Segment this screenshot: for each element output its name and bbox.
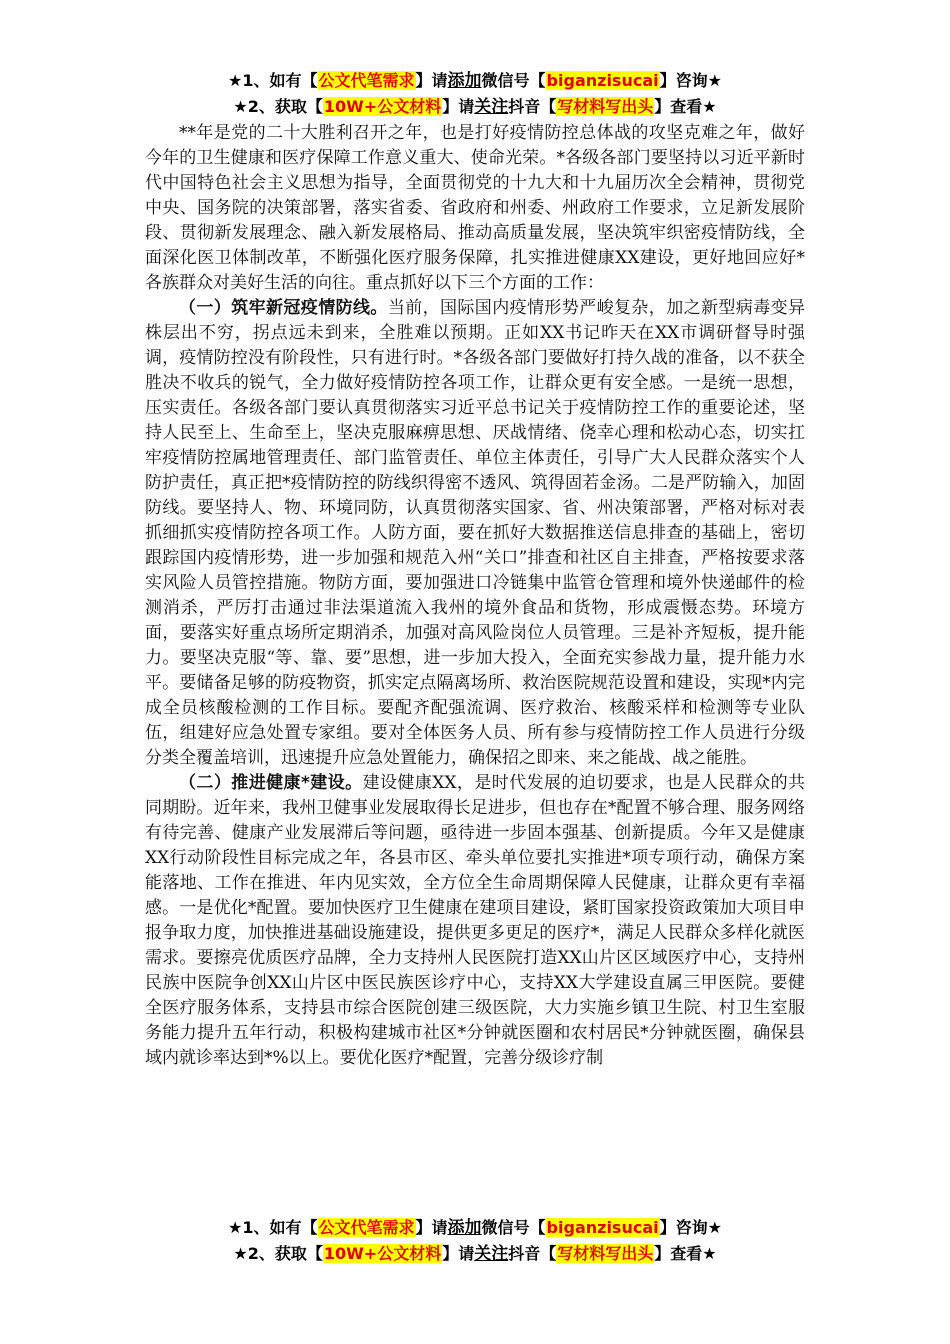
highlight-materials: 10W+公文材料: [323, 97, 442, 116]
document-body: [145, 121, 805, 1071]
section-1-heading: （一）筑牢新冠疫情防线。: [179, 298, 388, 318]
highlight-materials: 10W+公文材料: [323, 1244, 442, 1263]
banner-line-1: ★1、如有【公文代笔需求】请添加微信号【biganzisucai】咨询★: [228, 71, 722, 91]
highlight-wechat-id: biganzisucai: [546, 1218, 659, 1237]
bottom-banner: [0, 1215, 950, 1267]
intro-paragraph: **年是党的二十大胜利召开之年，也是打好疫情防控总体战的攻坚克难之年，做好今年的卫生健康和医疗保障工作意义重大、使命光荣。*各级各部门要坚持以习近平新时代中国特色社会主义思想为指导，全面贯彻党的十九大和十九届历次全会精神，贯彻党中央、国务院的决策部署，落实省委、省政府和州委、州政府工作要求，立足新发展阶段、贯彻新发展理念、融入新发展格局、推动高质量发展，坚决筑牢织密疫情防线，全面深化医卫体制改革，不断强化医疗服务保障，扎实推进健康XX建设，更好地回应好*各族群众对美好生活的向往。重点抓好以下三个方面的工作：: [145, 123, 805, 293]
highlight-service: 公文代笔需求: [318, 1218, 415, 1237]
banner-line-1: ★1、如有【公文代笔需求】请添加微信号【biganzisucai】咨询★: [228, 1218, 722, 1238]
section-2-heading: （二）推进健康*建设。: [179, 773, 363, 793]
highlight-wechat-id: biganzisucai: [546, 71, 659, 90]
top-banner: [0, 68, 950, 120]
section-1-paragraph: [145, 296, 805, 771]
highlight-douyin-account: 写材料写出头: [557, 1244, 654, 1263]
section-2-text: 建设健康XX，是时代发展的迫切要求，也是人民群众的共同期盼。近年来，我州卫健事业发展取得长足进步，但也存在*配置不够合理、服务网络有待完善、健康产业发展滞后等问题，亟待进一步固本强基、创新提质。今年又是健康XX行动阶段性目标完成之年，各县市区、牵头单位要扎实推进*项专项行动，确保方案能落地、工作在推进、年内见实效，全方位全生命周期保障人民健康，让群众更有幸福感。一是优化*配置。要加快医疗卫生健康在建项目建设，紧盯国家投资政策加大项目申报争取力度，加快推进基础设施建设，提供更多更足的医疗*，满足人民群众多样化就医需求。要擦亮优质医疗品牌，全力支持州人民医院打造XX山片区区域医疗中心，支持州民族中医院争创XX山片区中医民族医诊疗中心，支持XX大学建设直属三甲医院。要健全医疗服务体系，支持县市综合医院创建三级医院，大力实施乡镇卫生院、村卫生室服务能力提升五年行动，积极构建城市社区*分钟就医圈和农村居民*分钟就医圈，确保县域内就诊率达到*%以上。要优化医疗*配置，完善分级诊疗制: [145, 773, 805, 1068]
highlight-service: 公文代笔需求: [318, 71, 415, 90]
highlight-douyin-account: 写材料写出头: [557, 97, 654, 116]
banner-line-2: ★2、获取【10W+公文材料】请关注抖音【写材料写出头】查看★: [233, 97, 717, 117]
section-2-paragraph: [145, 771, 805, 1071]
banner-line-2: ★2、获取【10W+公文材料】请关注抖音【写材料写出头】查看★: [233, 1244, 717, 1264]
section-1-text: 当前，国际国内疫情形势严峻复杂，加之新型病毒变异株层出不穷，拐点远未到来，全胜难以预期。正如XX书记昨天在XX市调研督导时强调，疫情防控没有阶段性，只有进行时。*各级各部门要做好打持久战的准备，以不获全胜决不收兵的锐气，全力做好疫情防控各项工作，让群众更有安全感。一是统一思想，压实责任。各级各部门要认真贯彻落实习近平总书记关于疫情防控工作的重要论述，坚持人民至上、生命至上，坚决克服麻痹思想、厌战情绪、侥幸心理和松动心态，切实扛牢疫情防控属地管理责任、部门监管责任、单位主体责任，引导广大人民群众落实个人防护责任，真正把*疫情防控的防线织得密不透风、筑得固若金汤。二是严防输入，加固防线。要坚持人、物、环境同防，认真贯彻落实国家、省、州决策部署，严格对标对表抓细抓实疫情防控各项工作。人防方面，要在抓好大数据推送信息排查的基础上，密切跟踪国内疫情形势，进一步加强和规范入州“关口”排查和社区自主排查，严格按要求落实风险人员管控措施。物防方面，要加强进口冷链集中监管仓管理和境外快递邮件的检测消杀，严厉打击通过非法渠道流入我州的境外食品和货物，形成震慑态势。环境方面，要落实好重点场所定期消杀，加强对高风险岗位人员管理。三是补齐短板，提升能力。要坚决克服“等、靠、要”思想，进一步加大投入，全面充实参战力量，提升能力水平。要储备足够的防疫物资，抓实定点隔离场所、救治医院规范设置和建设，实现*内完成全员核酸检测的工作目标。要配齐配强流调、医疗救治、核酸采样和检测等专业队伍，组建好应急处置专家组。要对全体医务人员、所有参与疫情防控工作人员进行分级分类全覆盖培训，迅速提升应急处置能力，确保招之即来、来之能战、战之能胜。: [145, 298, 806, 768]
